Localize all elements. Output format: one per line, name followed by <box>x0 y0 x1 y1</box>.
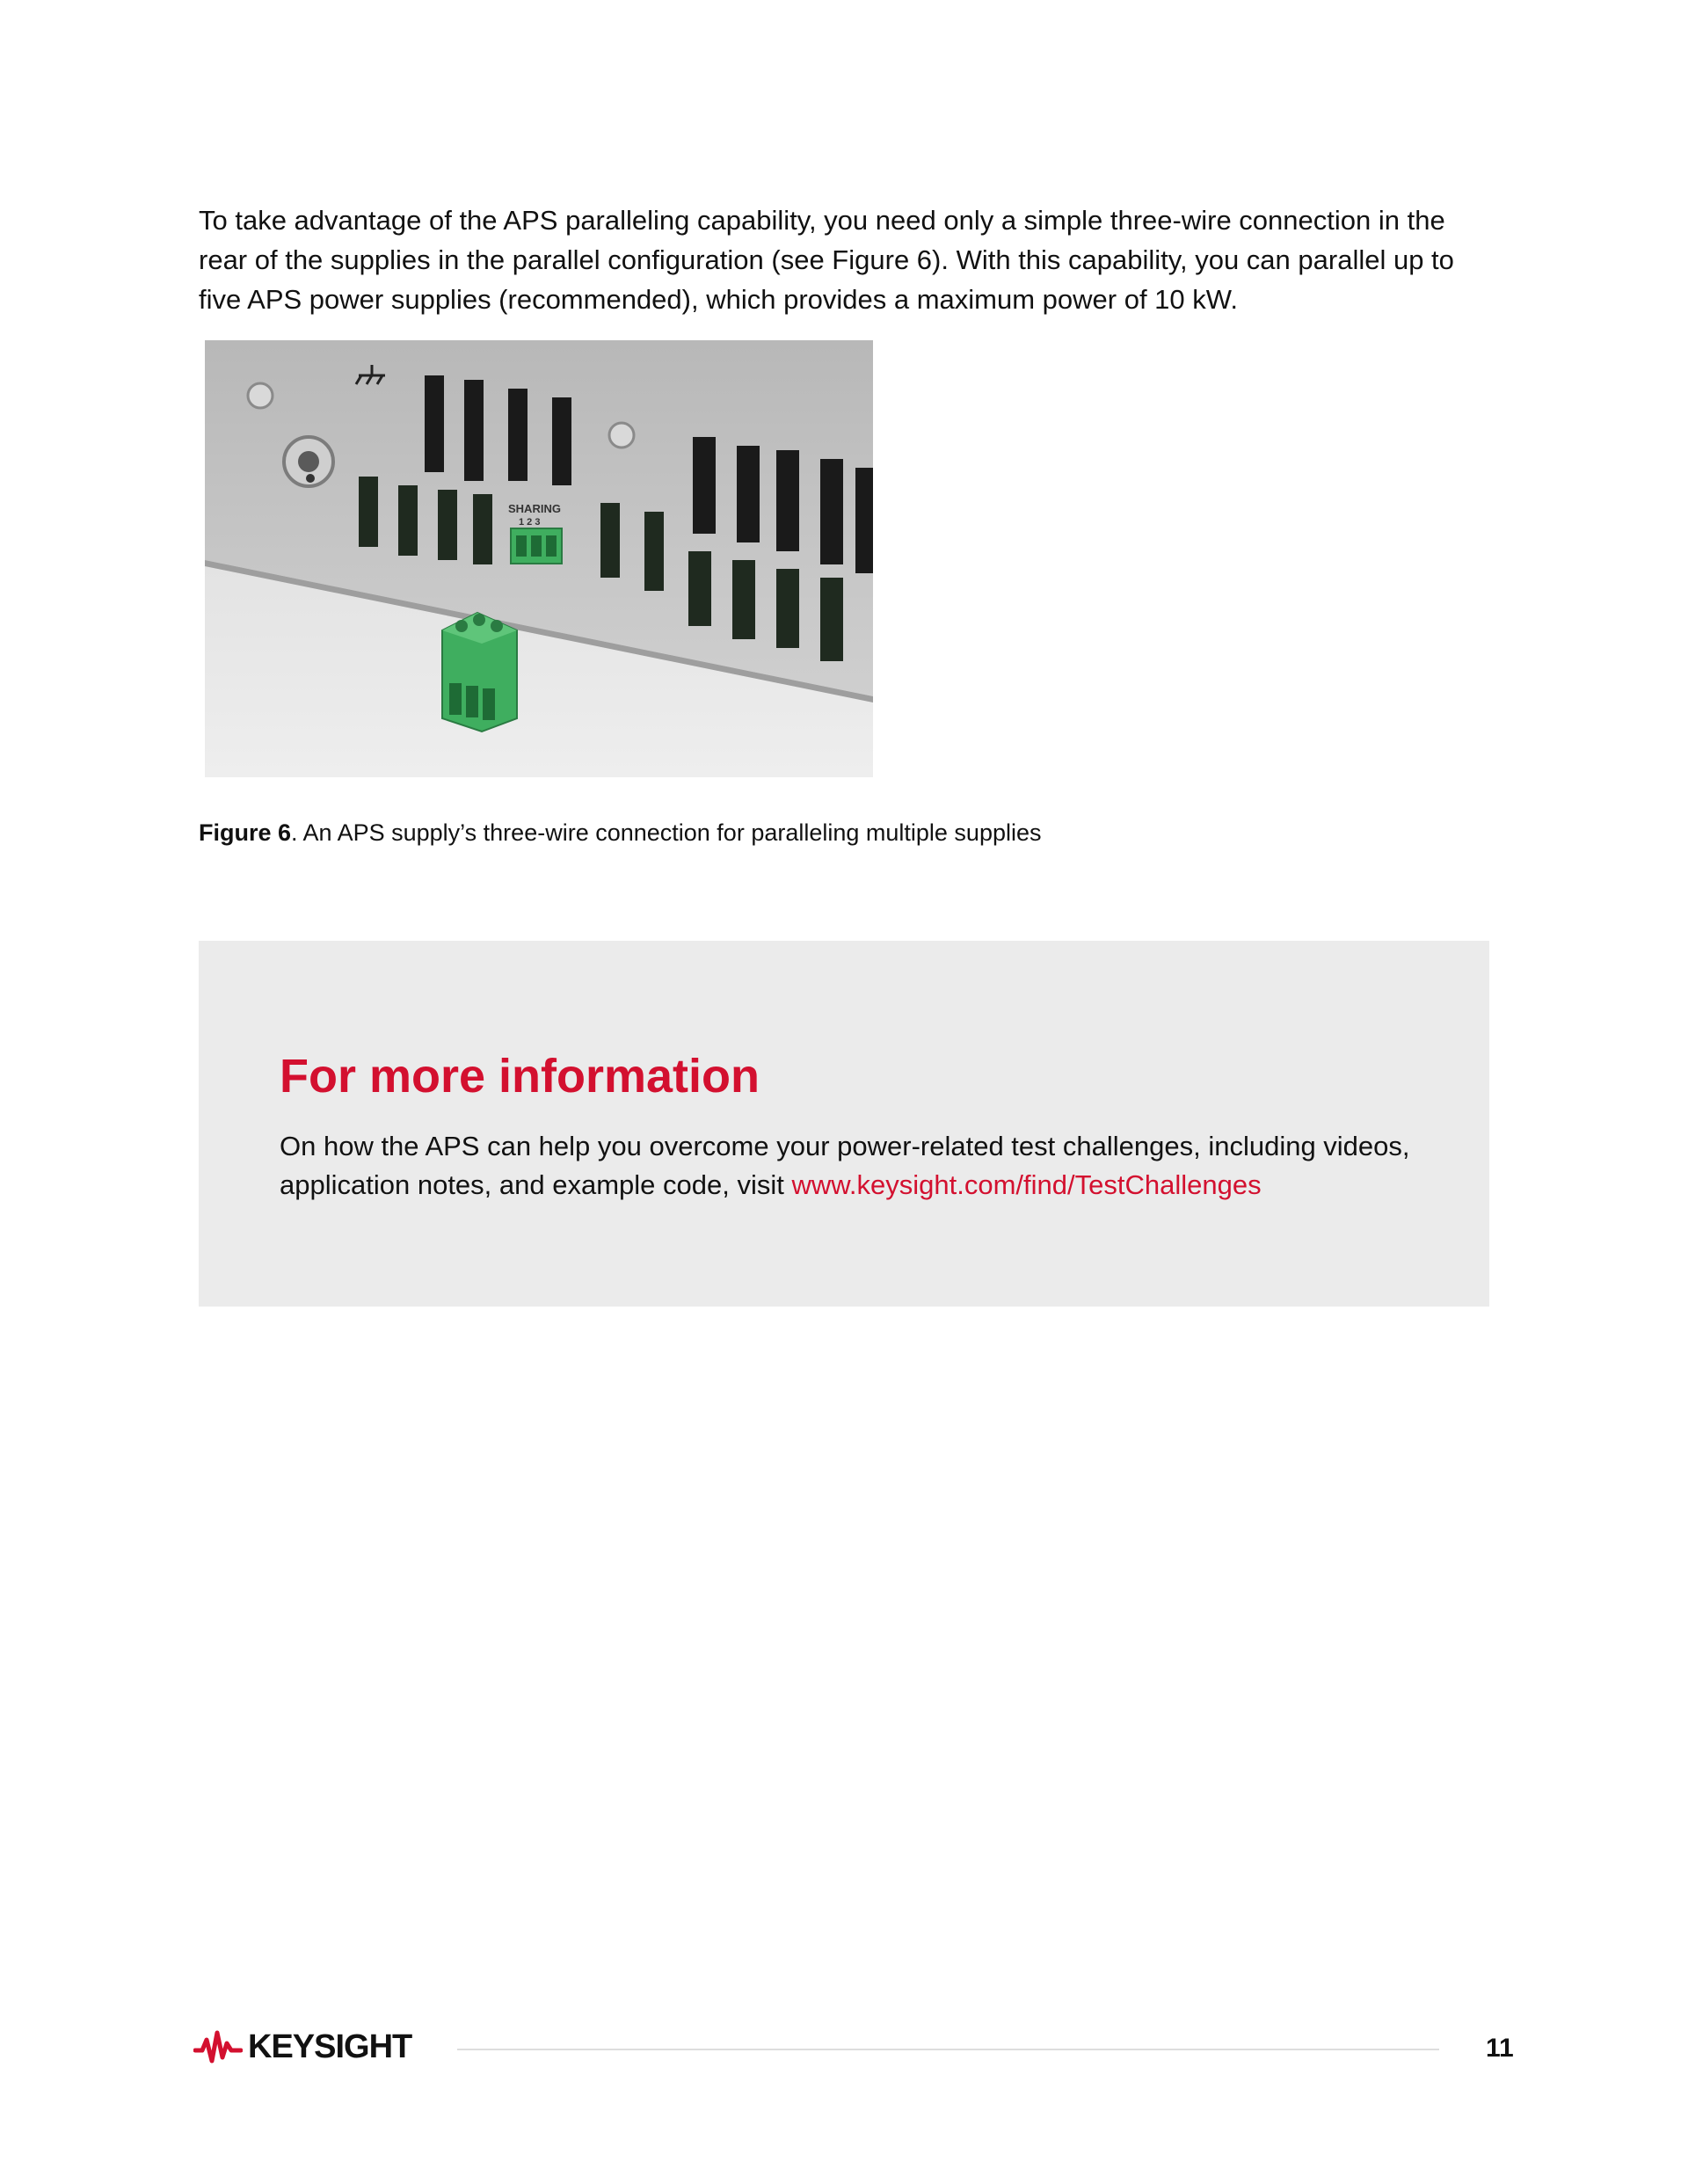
figure-caption <box>199 817 1042 848</box>
brand-name: KEYSIGHT <box>248 2028 412 2065</box>
figure-photo <box>205 340 873 777</box>
figure-caption-text: . An APS supply’s three-wire connection for paralleling multiple supplies <box>291 819 1042 846</box>
info-box-title: For more information <box>280 1050 760 1103</box>
page-number: 11 <box>1486 2034 1514 2063</box>
sharing-pins-label: 1 2 3 <box>519 517 541 528</box>
sharing-label: SHARING <box>508 502 561 515</box>
info-box <box>199 941 1489 1307</box>
keysight-logo <box>193 2027 411 2066</box>
info-box-text <box>280 1127 1422 1205</box>
test-challenges-link[interactable]: www.keysight.com/find/TestChallenges <box>791 1169 1262 1200</box>
footer-divider <box>457 2049 1439 2050</box>
figure-caption-label: Figure 6 <box>199 819 292 846</box>
body-paragraph: To take advantage of the APS paralleling capability, you need only a simple three-wire connection in the rear of the supplies in the parallel configuration (see Figure 6). With this capability, you can parallel up to five APS power supplies (recommended), which provides a maximum power of 10 kW. <box>199 205 1454 315</box>
info-box-body: On how the APS can help you overcome your power-related test challenges, including videos, application notes, and example code, visit <box>280 1131 1410 1200</box>
keysight-wave-icon <box>193 2027 243 2066</box>
